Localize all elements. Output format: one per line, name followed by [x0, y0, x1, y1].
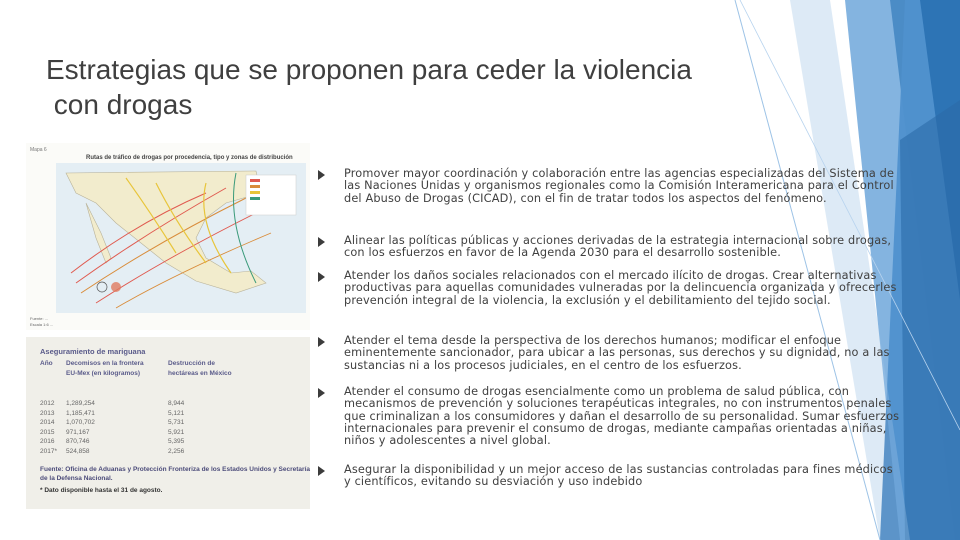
table-cell-year: 2013	[40, 409, 55, 417]
marijuana-table-image	[26, 337, 310, 509]
header-destruction: Destrucción de hectáreas en México	[168, 360, 232, 377]
table-cell-destruction: 5,731	[168, 419, 185, 427]
table-source: Fuente: Oficina de Aduanas y Protección Fronteriza de los Estados Unidos y Secretaría de la Defensa Nacional.	[40, 466, 310, 482]
arrow-bullet-icon	[318, 272, 325, 282]
table-cell-seizures: 1,185,471	[66, 409, 95, 417]
list-item-text: Alinear las políticas públicas y acciones derivadas de la estrategia internacional sobre drogas, con los esfuerzos en favor de la Agenda 2030 para el desarrollo sostenible.	[344, 234, 892, 260]
arrow-bullet-icon	[318, 466, 325, 476]
table-cell-year: 2017*	[40, 448, 57, 455]
table-title: Aseguramiento de mariguana	[40, 347, 146, 356]
list-item-text: Atender los daños sociales relacionados con el mercado ilícito de drogas. Crear alternativas productivas para aquellas comunidades vulneradas por la delincuencia organizada y ofrecerles prevención integral de la violencia, la exclusión y el debilitamiento del tejido social.	[344, 269, 897, 307]
table-cell-seizures: 1,070,702	[66, 419, 95, 427]
slide-title: Estrategias que se proponen para ceder la violencia con drogas	[46, 54, 692, 120]
arrow-bullet-icon	[318, 170, 325, 180]
table-cell-seizures: 870,746	[66, 438, 90, 446]
header-seizures: Decomisos en la frontera EU-Mex (en kilogramos)	[66, 360, 144, 377]
table-cell-seizures: 524,858	[66, 448, 90, 455]
arrow-bullet-icon	[318, 237, 325, 247]
list-item-text: Atender el tema desde la perspectiva de los derechos humanos; modificar el enfoque eminentemente sancionador, para ubicar a las personas, sus derechos y su dignidad, no a las sustancias ni a los procesos judiciales, en el centro de los esfuerzos.	[344, 334, 890, 372]
arrow-bullet-icon	[318, 388, 325, 398]
table-cell-destruction: 5,121	[168, 409, 185, 417]
table-cell-year: 2016	[40, 438, 55, 446]
table-footnote: * Dato disponible hasta el 31 de agosto.	[40, 487, 163, 494]
list-item-text: Asegurar la disponibilidad y un mejor acceso de las sustancias controladas para fines médicos y científicos, evitando su desviación y uso indebido	[344, 463, 893, 489]
table-cell-destruction: 5,921	[168, 428, 185, 436]
table-cell-destruction: 2,256	[168, 448, 185, 455]
table-cell-year: 2014	[40, 419, 55, 427]
table-cell-seizures: 1,289,254	[66, 400, 95, 407]
map-note-1: Fuente: ...	[30, 316, 49, 321]
table-cell-seizures: 971,167	[66, 428, 90, 436]
list-item-text: Atender el consumo de drogas esencialmente como un problema de salud pública, con mecanismos de prevención y soluciones terapéuticas integrales, no con instrumentos penales que criminalizan a los consumidores y dañan el desarrollo de su personalidad. Sumar esfuerzos internacionales para prevenir el consumo de drogas, mediante campañas orientadas a niñas, niños y adolescentes a nivel global.	[344, 385, 900, 448]
map-title: Rutas de tráfico de drogas por procedencia, tipo y zonas de distribución	[86, 155, 293, 161]
map-figure-label: Mapa 6	[30, 147, 47, 153]
header-year: Año	[40, 360, 53, 367]
table-cell-destruction: 8,944	[168, 400, 185, 407]
list-item-text: Promover mayor coordinación y colaboración entre las agencias especializadas del Sistema de las Naciones Unidas y organismos regionales como la Comisión Interamericana para el Control del Abuso de Drogas (CICAD), con el fin de tratar todos los aspectos del fenómeno.	[344, 167, 895, 205]
table-cell-year: 2012	[40, 400, 55, 407]
map-graphic	[56, 163, 306, 313]
map-note-2: Escala 1:6 ...	[30, 322, 54, 327]
arrow-bullet-icon	[318, 337, 325, 347]
table-cell-destruction: 5,395	[168, 438, 185, 446]
facet-lower	[900, 100, 960, 540]
map-image	[26, 143, 310, 330]
table-cell-year: 2015	[40, 428, 55, 436]
